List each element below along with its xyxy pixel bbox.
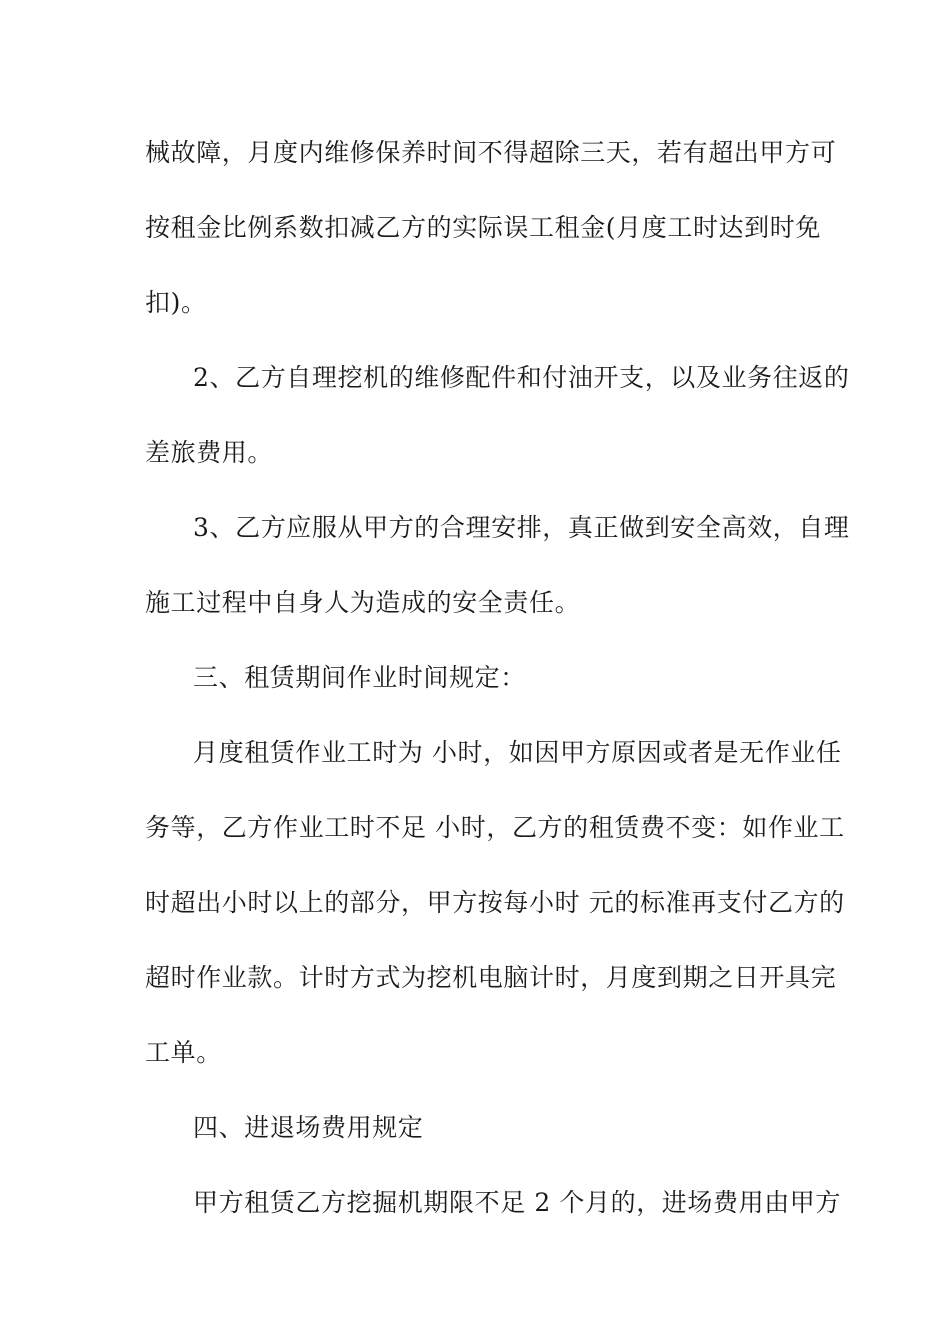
text-line-9: 月度租赁作业工时为 小时，如因甲方原因或者是无作业任 xyxy=(193,738,842,767)
text-line-7: 施工过程中自身人为造成的安全责任。 xyxy=(145,588,581,617)
text-line-2: 按租金比例系数扣减乙方的实际误工租金(月度工时达到时免 xyxy=(145,213,821,242)
text-line-15: 甲方租赁乙方挖掘机期限不足 2 个月的，进场费用由甲方 xyxy=(193,1188,842,1217)
text-line-11: 时超出小时以上的部分，甲方按每小时 元的标准再支付乙方的 xyxy=(145,888,845,917)
text-line-6: 3、乙方应服从甲方的合理安排，真正做到安全高效，自理 xyxy=(193,513,850,542)
text-line-5: 差旅费用。 xyxy=(145,438,274,467)
text-line-1: 械故障，月度内维修保养时间不得超除三天，若有超出甲方可 xyxy=(145,138,837,167)
text-line-12: 超时作业款。计时方式为挖机电脑计时，月度到期之日开具完 xyxy=(145,963,837,992)
text-line-3: 扣)。 xyxy=(145,288,207,317)
section-heading-4: 四、进退场费用规定 xyxy=(193,1113,424,1142)
text-line-10: 务等，乙方作业工时不足 小时，乙方的租赁费不变：如作业工 xyxy=(145,813,845,842)
section-heading-3: 三、租赁期间作业时间规定： xyxy=(193,663,526,692)
text-line-4: 2、乙方自理挖机的维修配件和付油开支，以及业务往返的 xyxy=(193,363,850,392)
text-line-13: 工单。 xyxy=(145,1038,222,1067)
